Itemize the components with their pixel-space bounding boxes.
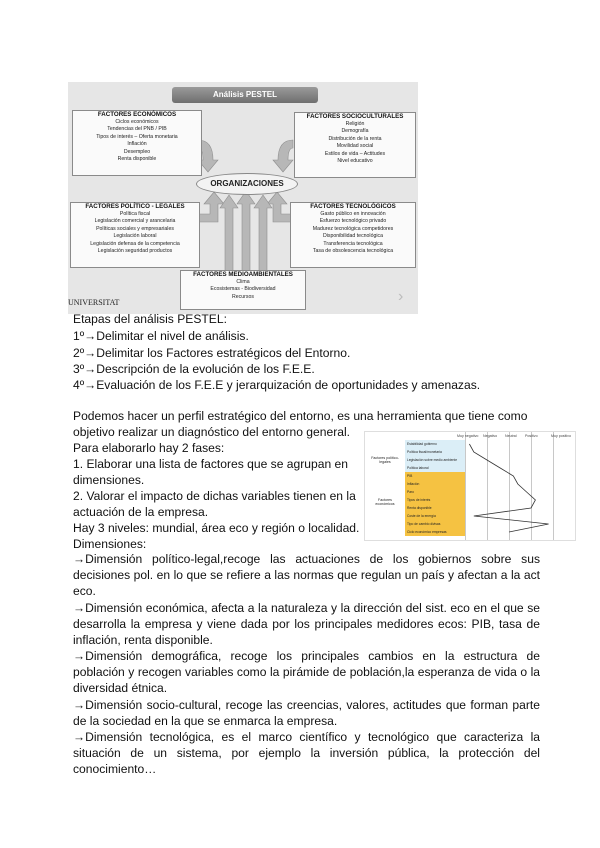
- etapa-1: 1º→Delimitar el nivel de análisis.: [73, 329, 249, 343]
- etapa-4: 4º→Evaluación de los F.E.E y jerarquización de oportunidades y amenazas.: [73, 378, 481, 392]
- niveles: Hay 3 niveles: mundial, área eco y región o localidad.: [73, 521, 360, 535]
- profile-row: Ciclo económico empresas: [405, 528, 465, 536]
- profile-row: Política laboral: [405, 464, 465, 472]
- profile-row: Tipos de interés: [405, 496, 465, 504]
- section-economicos: Factores económicos: [375, 498, 395, 507]
- profile-row: Tipo de cambio divisas: [405, 520, 465, 528]
- dimension-socio-cultural: →Dimensión socio-cultural, recoge las creencias, valores, actitudes que forman parte de la sociedad en la que se enmarca la empresa.: [73, 698, 540, 728]
- etapa-2: 2º→Delimitar los Factores estratégicos del Entorno.: [73, 346, 351, 360]
- perfil-line-1: Podemos hacer un perfil estratégico del entorno, es una herramienta que tiene como: [73, 409, 528, 423]
- factores-politico-legales-box: FACTORES POLÍTICO - LEGALES Política fiscal Legislación comercial y arancelaria Políticas sociales y empresariales Legislación laboral Legislación defensa de la competencia Legislación seguridad productos: [70, 202, 200, 268]
- header-neutral: Neutral: [505, 434, 517, 438]
- etapa-3: 3º→Descripción de la evolución de los F.E.E.: [73, 362, 315, 376]
- pestel-diagram: [68, 82, 418, 314]
- etapas-title: Etapas del análisis PESTEL:: [73, 312, 227, 326]
- profile-row: Legislación sobre medio ambiente: [405, 456, 465, 464]
- next-slide-icon[interactable]: ›: [398, 288, 404, 305]
- profile-line: [365, 432, 575, 540]
- section-politico-legal: Factores político-legales: [371, 456, 399, 465]
- profile-row: Política fiscal/monetaria: [405, 448, 465, 456]
- fase-2-b: actuación de la empresa.: [73, 505, 209, 519]
- profile-row: Estabilidad gobierno: [405, 440, 465, 448]
- profile-row: Inflación: [405, 480, 465, 488]
- header-negativo: Negativo: [483, 434, 498, 438]
- factores-economicos-box: FACTORES ECONÓMICOS Ciclos económicos Tendencias del PNB / PIB Tipos de interés – Oferta monetaria Inflación Desempleo Renta disponible: [72, 110, 202, 176]
- profile-row: Coste de la energía: [405, 512, 465, 520]
- profile-row: Paro: [405, 488, 465, 496]
- dimension-demografica: →Dimensión demográfica, recoge los principales cambios en la estructura de población y recogen variables como la pirámide de población,la esperanza de vida o la diversidad étnica.: [73, 649, 540, 695]
- university-logo: UNIVERSITAT: [68, 298, 120, 307]
- dimension-politico-legal: →Dimensión político-legal,recoge las actuaciones de los gobiernos sobre sus decisiones pol. en lo que se refiere a las normas que regulan un país y afectan a la act eco.: [73, 552, 540, 598]
- organizaciones-ellipse: ORGANIZACIONES: [196, 173, 298, 195]
- header-positivo: Positivo: [525, 434, 538, 438]
- dimension-economica: →Dimensión económica, afecta a la naturaleza y la dirección del sist. eco en el que se desarrolla la empresa y viene dada por los principales medidores ecos: PIB, tasa de inflación, renta disponible.: [73, 601, 540, 647]
- header-muy-positivo: Muy positivo: [551, 434, 571, 438]
- factores-socioculturales-box: FACTORES SOCIOCULTURALES Religión Demografía Distribución de la renta Movilidad social Estilos de vida – Actitudes Nivel educativo: [294, 112, 416, 178]
- factores-tecnologicos-box: FACTORES TECNOLÓGICOS Gasto público en innovación Esfuerzo tecnológico privado Madurez tecnológica competidores Disponibilidad tecnológica Transferencia tecnológica Tasa de obsolescencia tecnológica: [290, 202, 416, 268]
- fase-1-b: dimensiones.: [73, 473, 145, 487]
- fase-2-a: 2. Valorar el impacto de dichas variables tienen en la: [73, 489, 356, 503]
- perfil-line-2: objetivo realizar un diagnóstico del entorno general.: [73, 425, 350, 439]
- dimensiones-title: Dimensiones:: [73, 537, 147, 551]
- perfil-estrategico-chart: [364, 431, 576, 541]
- profile-row: Renta disponible: [405, 504, 465, 512]
- diagram-title: Análisis PESTEL: [172, 87, 318, 103]
- header-muy-negativo: Muy negativo: [457, 434, 479, 438]
- fase-1-a: 1. Elaborar una lista de factores que se agrupan en: [73, 457, 348, 471]
- profile-row: PIB: [405, 472, 465, 480]
- dimension-tecnologica: →Dimensión tecnológica, es el marco científico y tecnológico que caracteriza la situación de un sistema, por ejemplo la inversión pública, la protección del conocimiento…: [73, 730, 540, 776]
- factores-medioambientales-box: FACTORES MEDIOAMBIENTALES Clima Ecosistemas - Biodiversidad Recursos: [180, 270, 306, 310]
- fases-title: Para elaborarlo hay 2 fases:: [73, 441, 225, 455]
- profile-polyline: [469, 444, 548, 532]
